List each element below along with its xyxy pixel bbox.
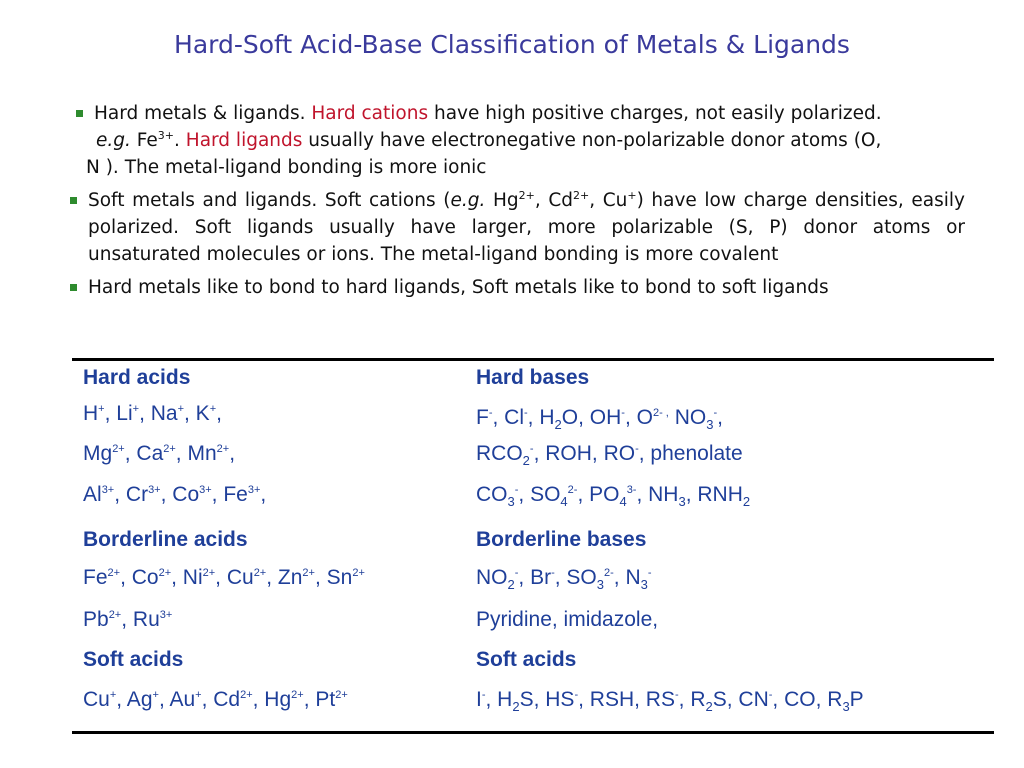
- eg-text: e.g.: [450, 190, 486, 211]
- table-bottom-rule: [72, 731, 994, 734]
- hard-acids-row-1: H+, Li+, Na+, K+,: [83, 402, 222, 425]
- table-row: [83, 608, 983, 648]
- bullet-text: Hard metals & ligands.: [94, 103, 312, 124]
- hard-acids-row-2: $Mg^{2+}$, $Ca^{2+}$, $Mn^{2+}$,: [83, 442, 236, 465]
- soft-bases-row-1: I-, $H_2S$, HS-, RSH, RS-, $R_2S$, CN-, CO, $R_3P$: [476, 688, 864, 715]
- bullet-text: Hg: [485, 190, 519, 211]
- hard-bases-header: Hard bases: [476, 366, 590, 389]
- hard-bases-row-3: $CO_3^-$, $SO_4^{2-}$, $PO_4^{3-}$, $NH_3$, $RNH_2$: [476, 483, 751, 510]
- hsab-table: [83, 366, 983, 728]
- table-row: [83, 648, 983, 688]
- borderline-acids-header: Borderline acids: [83, 528, 248, 551]
- bullet-text: , Cd: [534, 190, 573, 211]
- bullet-text: .: [174, 130, 186, 151]
- table-row: [83, 402, 983, 442]
- bullet-text: ) have low charge densities, easily polarized. Soft ligands usually have larger, more polarizable (S, P) donor atoms or unsaturated molecules or ions. The metal-ligand bonding is more covalent: [88, 190, 966, 265]
- bullet-square-icon: [70, 284, 77, 291]
- table-row: [83, 528, 983, 566]
- soft-bases-header: Soft acids: [476, 648, 577, 671]
- table-row: [83, 442, 983, 483]
- bullet-text: Hard metals like to bond to hard ligands, Soft metals like to bond to soft ligands: [88, 277, 829, 298]
- bullet-text: Fe: [130, 130, 158, 151]
- charge-superscript: +: [627, 188, 637, 202]
- bullet-list: [60, 100, 965, 307]
- borderline-bases-row-1: $NO_2^-$, Br-, $SO_3^{2-}$, $N_3^-$: [476, 566, 652, 593]
- page-title: Hard-Soft Acid-Base Classification of Metals & Ligands: [174, 30, 850, 59]
- bullet-text: usually have electronegative non-polarizable donor atoms (O,: [302, 130, 882, 151]
- hard-acids-row-3: $Al^{3+}$, $Cr^{3+}$, $Co^{3+}$, $Fe^{3+}$,: [83, 483, 267, 506]
- table-row: [83, 366, 983, 402]
- charge-superscript: 3+: [157, 128, 175, 142]
- table-row: [83, 566, 983, 608]
- hard-bases-row-2: $RCO_2^-$, ROH, RO-, phenolate: [476, 442, 743, 469]
- highlight-hard-cations: Hard cations: [311, 103, 429, 124]
- bullet-soft: [60, 187, 965, 268]
- bullet-text: Soft metals and ligands. Soft cations (: [88, 190, 451, 211]
- charge-superscript: 2+: [518, 188, 535, 202]
- soft-acids-row-1: Cu+, Ag+, Au+, $Cd^{2+}$, $Hg^{2+}$, $Pt^{2+}$: [83, 688, 348, 711]
- soft-acids-header: Soft acids: [83, 648, 184, 671]
- bullet-square-icon: [76, 110, 83, 117]
- borderline-acids-row-1: $Fe^{2+}$, $Co^{2+}$, $Ni^{2+}$, $Cu^{2+}$, $Zn^{2+}$, $Sn^{2+}$: [83, 566, 365, 589]
- bullet-hard: [60, 100, 965, 181]
- borderline-acids-row-2: $Pb^{2+}$, $Ru^{3+}$: [83, 608, 173, 631]
- bullet-square-icon: [70, 197, 77, 204]
- borderline-bases-header: Borderline bases: [476, 528, 647, 551]
- charge-superscript: 2+: [573, 188, 590, 202]
- bullet-text: have high positive charges, not easily polarized.: [428, 103, 882, 124]
- bullet-text: , Cu: [589, 190, 628, 211]
- highlight-hard-ligands: Hard ligands: [185, 130, 303, 151]
- hard-bases-row-1: F-, Cl-, $H_2O$, OH-, $O^{2- ,}$ $NO_3^-$,: [476, 406, 723, 433]
- table-row: [83, 483, 983, 528]
- eg-text: e.g.: [96, 130, 131, 151]
- bullet-rule: [60, 274, 965, 301]
- borderline-bases-row-2: Pyridine, imidazole,: [476, 608, 659, 631]
- bullet-text: N ). The metal-ligand bonding is more ionic: [86, 157, 487, 178]
- hard-acids-header: Hard acids: [83, 366, 191, 389]
- table-top-rule: [72, 358, 994, 361]
- table-row: [83, 688, 983, 728]
